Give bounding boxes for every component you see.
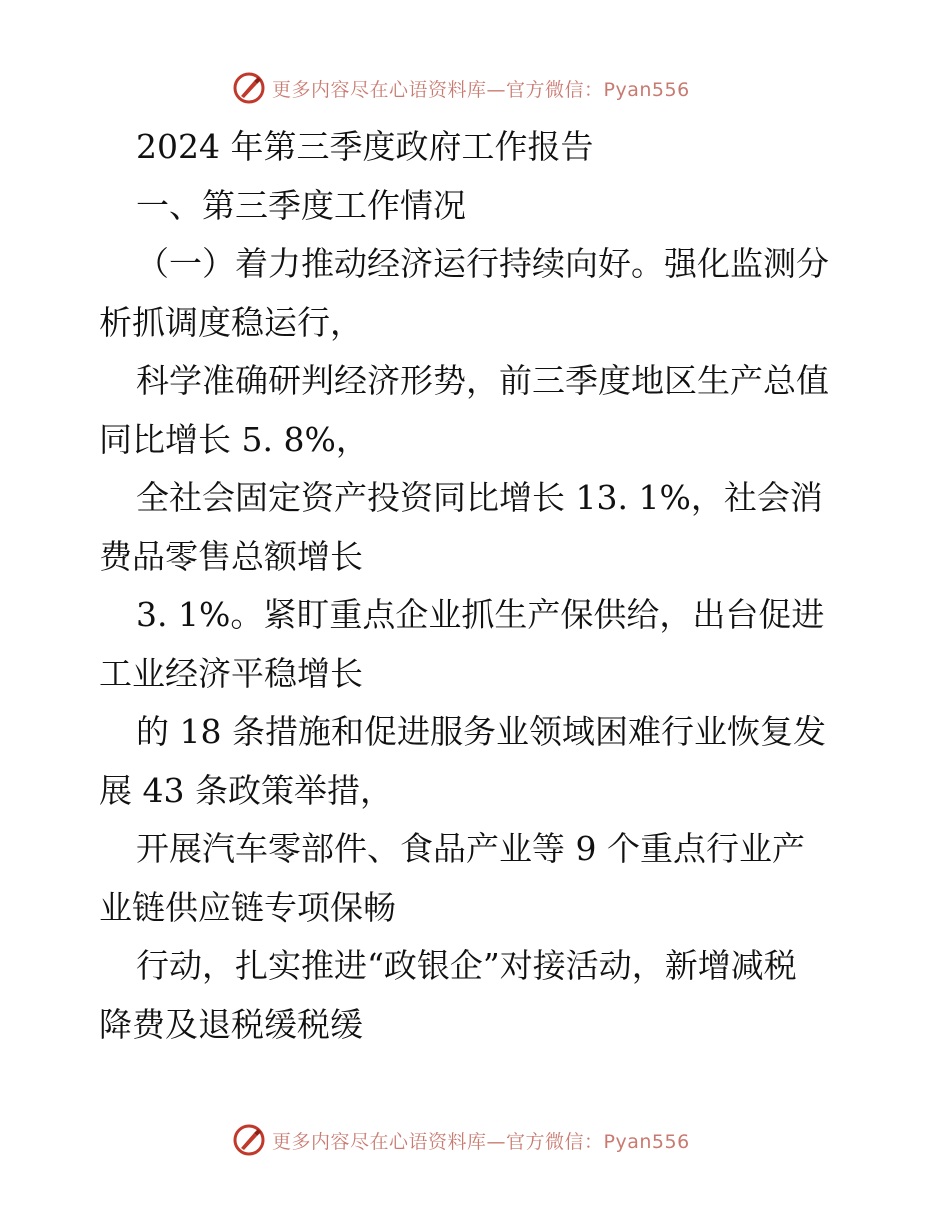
- document-body: [99, 118, 859, 1054]
- banner-text: 更多内容尽在心语资料库—官方微信：Pyan556: [272, 1130, 690, 1153]
- paragraph-line: 同比增长 5. 8%，: [99, 419, 369, 459]
- paragraph-line: 析抓调度稳运行，: [99, 302, 363, 342]
- paragraph-line: 全社会固定资产投资同比增长 13. 1%，社会消: [136, 478, 823, 517]
- paragraph-line: 费品零售总额增长: [99, 536, 363, 576]
- paragraph-line: 工业经济平稳增长: [99, 653, 363, 693]
- paragraph-line: 开展汽车零部件、食品产业等 9 个重点行业产: [136, 829, 805, 868]
- pen-logo-icon: [232, 71, 266, 105]
- pen-logo-icon: [232, 1123, 266, 1157]
- paragraph-line: 行动，扎实推进“政银企”对接活动，新增减税: [136, 946, 797, 985]
- footer-banner: [232, 1122, 690, 1158]
- section-heading: 一、第三季度工作情况: [136, 185, 466, 225]
- paragraph-line: 科学准确研判经济形势，前三季度地区生产总值: [136, 361, 829, 400]
- header-banner: [232, 70, 690, 106]
- document-title: 2024 年第三季度政府工作报告: [136, 127, 594, 166]
- paragraph-line: （一）着力推动经济运行持续向好。强化监测分: [136, 244, 829, 283]
- paragraph-line: 的 18 条措施和促进服务业领域困难行业恢复发: [136, 712, 826, 751]
- paragraph-line: 降费及退税缓税缓: [99, 1004, 363, 1044]
- paragraph-line: 业链供应链专项保畅: [99, 887, 396, 927]
- paragraph-line: 3. 1%。紧盯重点企业抓生产保供给，出台促进: [136, 595, 825, 634]
- paragraph-line: 展 43 条政策举措，: [99, 770, 393, 810]
- banner-text: 更多内容尽在心语资料库—官方微信：Pyan556: [272, 78, 690, 101]
